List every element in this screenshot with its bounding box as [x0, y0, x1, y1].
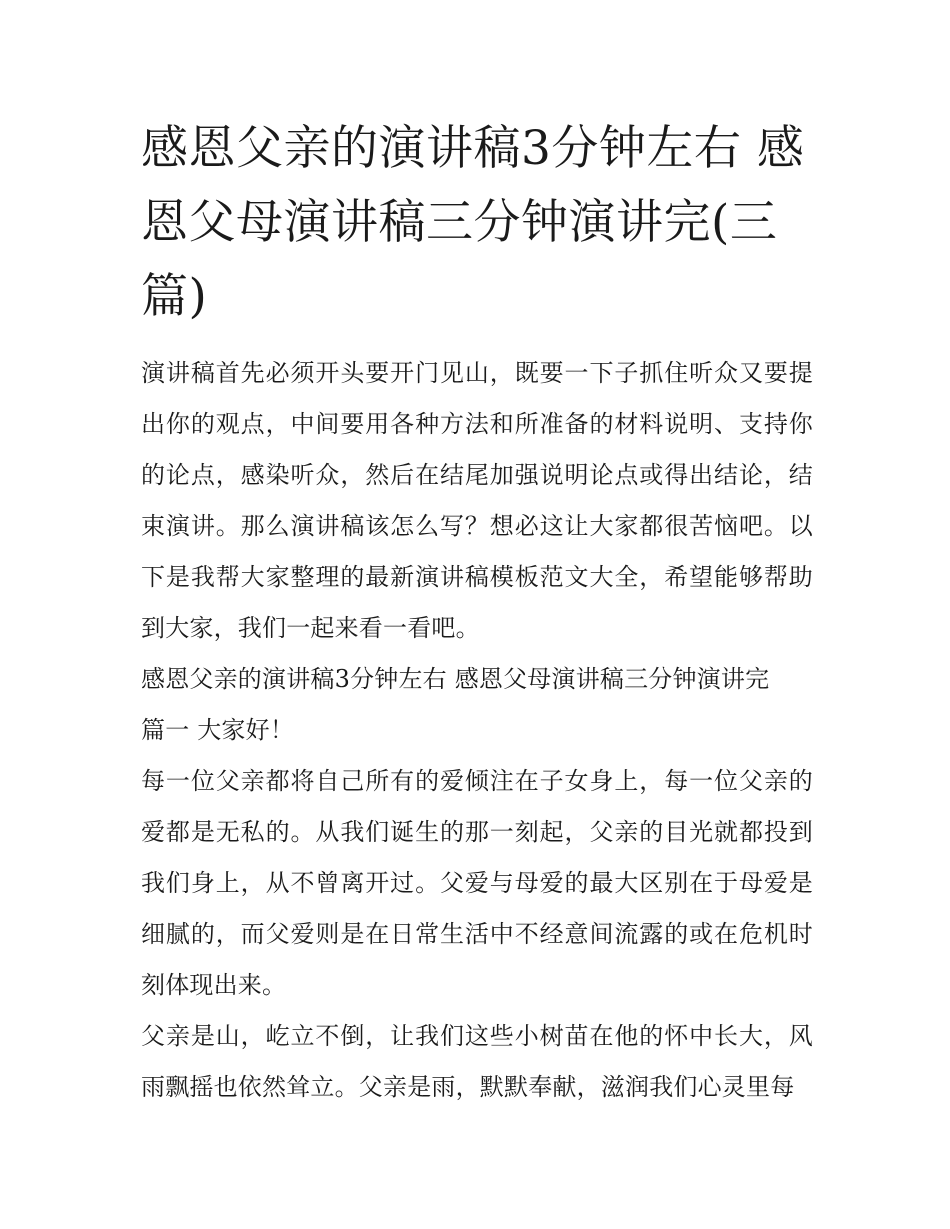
document-title: 感恩父亲的演讲稿3分钟左右 感恩父母演讲稿三分钟演讲完(三篇): [141, 121, 805, 324]
greeting-line: 篇一 大家好！: [141, 716, 295, 744]
body-paragraph: 父亲是山，屹立不倒，让我们这些小树苗在他的怀中长大，风雨飘摇也依然耸立。父亲是雨，默默奉献，滋润我们心灵里每: [141, 1022, 813, 1101]
document-body: [141, 112, 813, 1113]
body-paragraph: 每一位父亲都将自己所有的爱倾注在子女身上，每一位父亲的爱都是无私的。从我们诞生的那一刻起，父亲的目光就都投到我们身上，从不曾离开过。父爱与母爱的最大区别在于母爱是细腻的，而父爱则是在日常生活中不经意间流露的或在危机时刻体现出来。: [141, 767, 813, 999]
intro-paragraph: 演讲稿首先必须开头要开门见山，既要一下子抓住听众又要提出你的观点，中间要用各种方法和所准备的材料说明、支持你的论点，感染听众，然后在结尾加强说明论点或得出结论，结束演讲。那么演讲稿该怎么写？想必这让大家都很苦恼吧。以下是我帮大家整理的最新演讲稿模板范文大全，希望能够帮助到大家，我们一起来看一看吧。: [141, 359, 813, 642]
section-heading: 感恩父亲的演讲稿3分钟左右 感恩父母演讲稿三分钟演讲完: [141, 665, 770, 693]
